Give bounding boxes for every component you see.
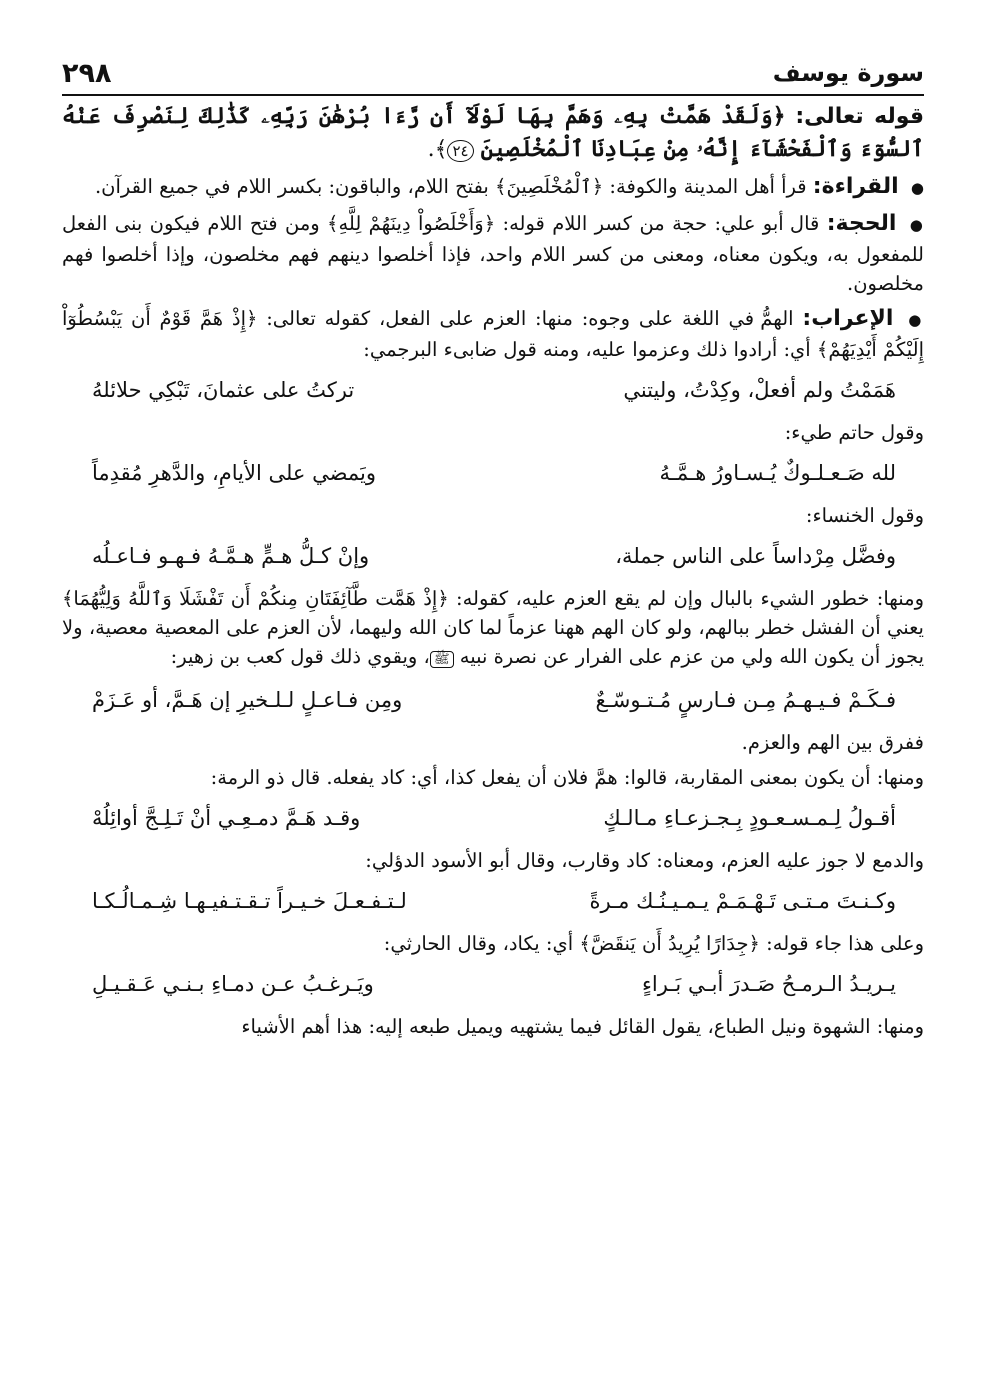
khutur-paragraph (62, 584, 924, 674)
poetry-verse-6 (62, 883, 924, 919)
hemistich-left: ومِن فـاعـلٍ لـلـخيرِ إن هَـمَّ، أو عَـزَمْ (92, 688, 403, 712)
intro-harithi: وعلى هذا جاء قوله: ﴿جِدَارًا يُرِيدُ أَن يَنقَضَّ﴾ أي: يكاد، وقال الحارثي: (383, 932, 924, 955)
poetry-verse-5 (62, 800, 924, 836)
bullet-icon: ● (909, 216, 924, 234)
intro-duali: والدمع لا جوز عليه العزم، ومعناه: كاد وقارب، وقال أبو الأسود الدؤلي: (365, 849, 924, 872)
hemistich-right: يـريـدُ الـرمـحُ صَـدرَ أبـي بَـراءٍ (641, 972, 896, 996)
hemistich-left: ويَمضي على الأيامِ، والدَّهرِ مُقدِماً (92, 461, 376, 485)
qiraa-paragraph (62, 172, 924, 203)
poetry-verse-1 (62, 372, 924, 408)
poetry-verse-2 (62, 455, 924, 491)
hemistich-left: وقـد هَـمَّ دمـعِـي أنْ تَـلِـجَّ أوائِلُهْ (92, 806, 361, 830)
poetry-verse-7 (62, 966, 924, 1002)
hemistich-right: لله صَـعـلـوكٌ يُـسـاورُ هـمَّـهُ (659, 461, 896, 485)
khutur-text: ومنها: خطور الشيء بالبال وإن لم يقع العزم عليه، كقوله: ﴿إِذْ هَمَّت طَّآئِفَتَانِ مِنكُمْ أَن تَفْشَلَا وَٱللَّهُ وَلِيُّهُمَا﴾ يعني أن الفشل خطر ببالهم، ولو كان الهم ههنا عزماً لما كان الله وليهما، لأن العزم على المعصية معصية، ولا يجوز أن يكون الله ولي من عزم على الفرار عن نصرة نبيه (62, 587, 924, 668)
page-header (62, 52, 924, 96)
ayah-number-mark: ٢٤ (447, 140, 473, 162)
intro-hatim: وقول حاتم طيء: (784, 421, 924, 444)
verse-lead: قوله تعالى: (795, 104, 924, 129)
verse-close: ﴾. (427, 137, 448, 162)
poetry-verse-4 (62, 682, 924, 718)
hemistich-left: ويَـرغـبُ عـن دمـاءِ بـنـي عَـقـيـلِ (92, 972, 374, 996)
muqaraba-paragraph: ومنها: أن يكون بمعنى المقاربة، قالوا: همَّ فلان أن يفعل كذا، أي: كاد يفعله. قال ذو الرمة: (210, 766, 924, 789)
page-body (62, 100, 924, 1047)
hemistich-right: وكـنـتَ مـتـى تَـهْـمَـمْ يـمـيـنُـك مـرةً (589, 889, 896, 913)
hemistich-right: أقـولُ لِـمـسـعـودٍ بِـجـزعـاءِ مـالـكٍ (603, 806, 896, 830)
khutur-text-end: ، ويقوي ذلك قول كعب بن زهير: (170, 645, 430, 668)
hemistich-left: وإنْ كـلُّ هـمٍّ هـمَّـهُ فـهـو فـاعـلُه (92, 544, 370, 568)
irab-lead: الإعراب: (802, 306, 894, 331)
bullet-icon: ● (908, 311, 924, 329)
quran-verse: ﴿وَلَقَدْ هَمَّتْ بِهِۦ وَهَمَّ بِهَا لَوْلَآ أَن رَّءَا بُرْهَٰنَ رَبِّهِۦ كَذَٰلِكَ لِنَصْرِفَ عَنْهُ ٱلسُّوٓءَ وَٱلْفَحْشَآءَ إِنَّهُۥ مِنْ عِبَادِنَا ٱلْمُخْلَصِينَ (62, 103, 924, 162)
irab-paragraph (62, 304, 924, 364)
qiraa-lead: القراءة: (812, 174, 899, 199)
hemistich-left: لـتـفـعـلَ خـيـراً تـقـتـفيـهـا شِـمـالُـكـا (92, 889, 407, 913)
salawat-symbol: ﷺ (430, 651, 454, 668)
qiraa-text: قرأ أهل المدينة والكوفة: ﴿ٱلْمُخْلَصِينَ﴾ بفتح اللام، والباقون: بكسر اللام في جميع القرآن. (94, 175, 807, 198)
verse-paragraph (62, 100, 924, 166)
page-number: ٢٩٨ (62, 57, 112, 89)
bullet-icon: ● (910, 179, 924, 197)
hujja-paragraph (62, 209, 924, 298)
hemistich-left: تركتُ على عثمانَ، تَبْكِي حلائلهُ (92, 378, 355, 402)
farq-line: ففرق بين الهم والعزم. (741, 731, 924, 754)
hemistich-right: وفضَّل مِرْداساً على الناس جملة، (615, 544, 896, 568)
hujja-lead: الحجة: (826, 211, 897, 236)
intro-khansa: وقول الخنساء: (805, 504, 924, 527)
hujja-text: قال أبو علي: حجة من كسر اللام قوله: ﴿وَأَخْلَصُواْ دِينَهُمْ لِلَّهِ﴾ ومن فتح اللام فيكون بنى الفعل للمفعول به، ويكون معناه، ومعنى من كسر اللام واحد، فإذا أخلصوا دينهم فهم مخلصون، وإذا أخلصوا فهم مخلصون. (62, 212, 924, 295)
poetry-verse-3 (62, 538, 924, 574)
hemistich-right: فـكَـمْ فـيـهـمُ مِـن فـارسٍ مُـتـوسّـعٌ (595, 688, 896, 712)
last-line: ومنها: الشهوة ونيل الطباع، يقول القائل فيما يشتهيه ويميل طبعه إليه: هذا أهم الأشياء (241, 1015, 924, 1038)
irab-text: الهمُّ في اللغة على وجوه: منها: العزم على الفعل، كقوله تعالى: ﴿إِذْ هَمَّ قَوْمٌ أَن يَبْسُطُوٓاْ إِلَيْكُمْ أَيْدِيَهُمْ﴾ أي: أرادوا ذلك وعزموا عليه، ومنه قول ضابىء البرجمي: (62, 307, 924, 361)
hemistich-right: هَمَمْتُ ولم أفعلْ، وكِدْتُ، وليتني (623, 378, 896, 402)
surah-title: سورة يوسف (772, 59, 924, 87)
